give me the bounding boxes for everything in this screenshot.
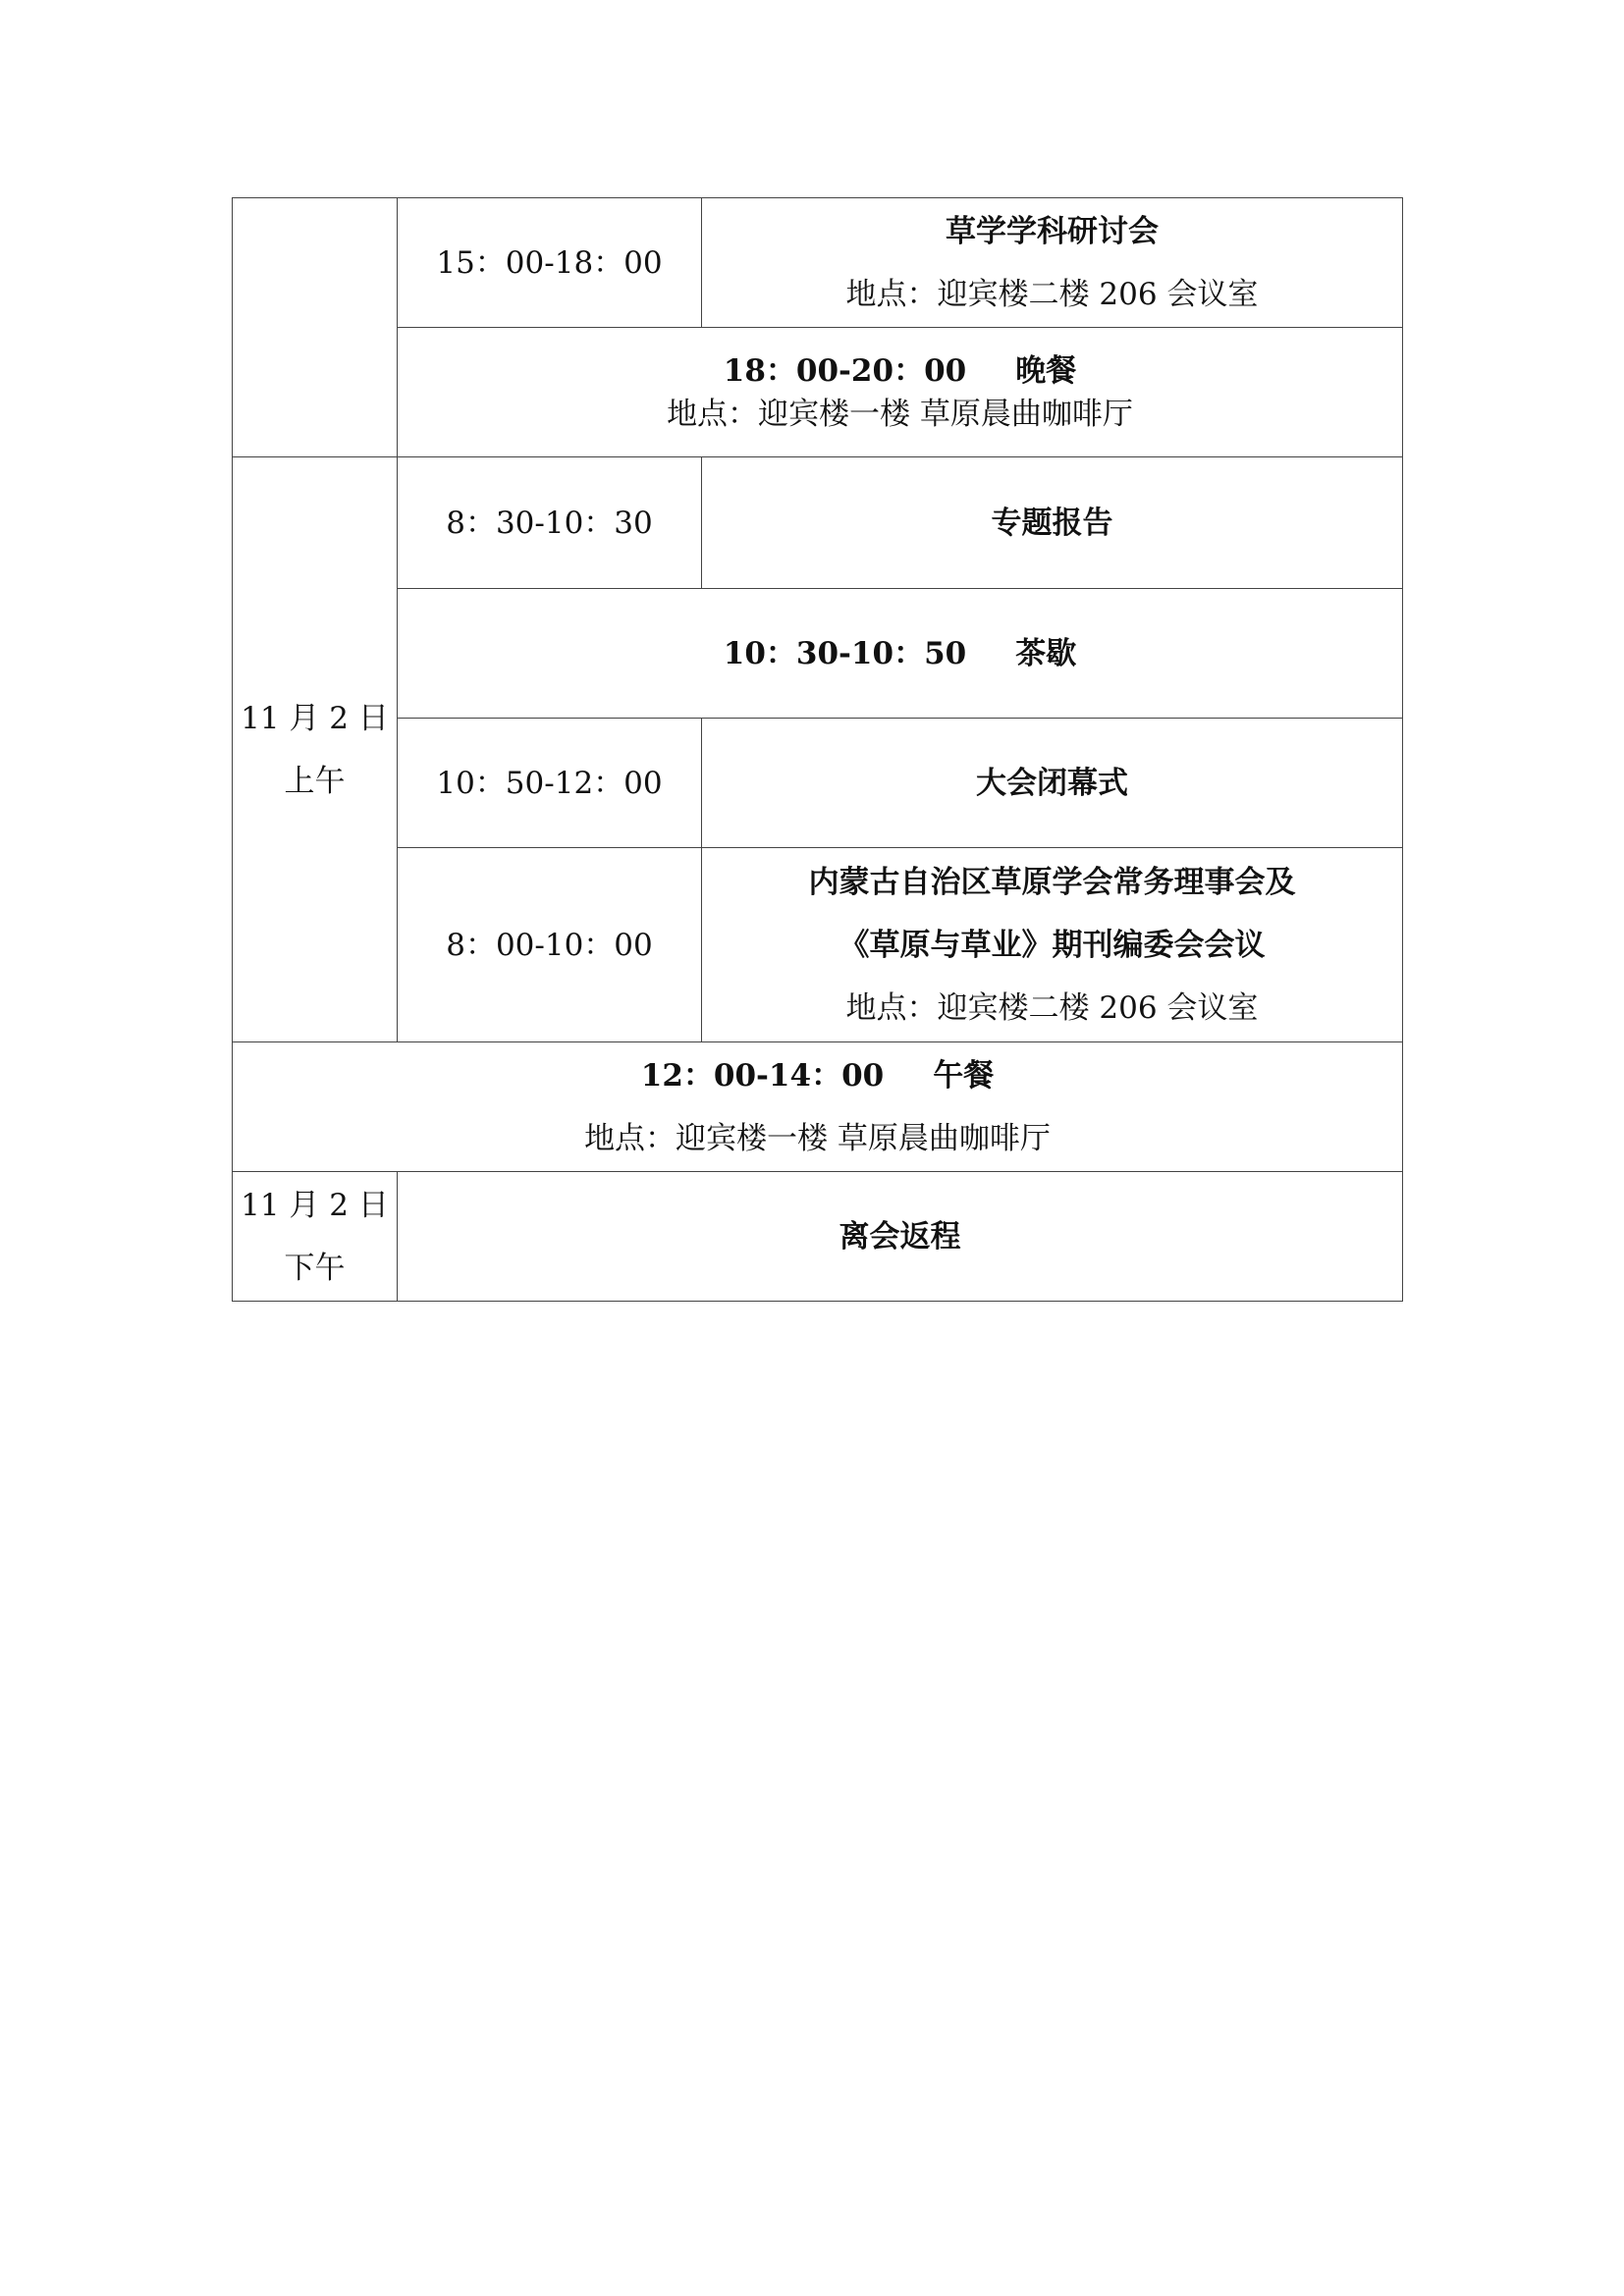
date-cell-empty xyxy=(233,198,398,457)
event-cell xyxy=(233,1042,1403,1172)
table-row xyxy=(233,848,1403,1042)
event-title: 专题报告 xyxy=(702,457,1403,589)
table-row xyxy=(233,457,1403,589)
event-cell xyxy=(702,198,1403,328)
date-label: 11 月 2 日 xyxy=(241,700,389,736)
date-cell xyxy=(233,457,398,1042)
table-row xyxy=(233,719,1403,848)
event-title: 茶歇 xyxy=(1015,635,1077,671)
table-row xyxy=(233,589,1403,719)
event-cell xyxy=(398,328,1403,457)
event-location: 地点：迎宾楼一楼 草原晨曲咖啡厅 xyxy=(667,396,1133,432)
event-cell xyxy=(398,589,1403,719)
event-title: 晚餐 xyxy=(1015,352,1077,389)
date-label: 11 月 2 日 xyxy=(241,1187,389,1223)
time-cell: 10：50-12：00 xyxy=(398,719,702,848)
time-cell: 15：00-18：00 xyxy=(398,198,702,328)
event-title: 离会返程 xyxy=(398,1172,1403,1302)
table-row xyxy=(233,198,1403,328)
event-heading xyxy=(233,1044,1402,1107)
event-title: 草学学科研讨会 xyxy=(946,213,1159,249)
event-location: 地点：迎宾楼二楼 206 会议室 xyxy=(845,276,1259,312)
period-label: 下午 xyxy=(284,1250,346,1286)
event-time: 12：00-14：00 xyxy=(640,1057,885,1094)
event-location: 地点：迎宾楼二楼 206 会议室 xyxy=(845,989,1259,1026)
table-row xyxy=(233,328,1403,457)
time-cell: 8：30-10：30 xyxy=(398,457,702,589)
table-row xyxy=(233,1172,1403,1302)
event-time: 18：00-20：00 xyxy=(723,352,967,389)
time-cell: 8：00-10：00 xyxy=(398,848,702,1042)
date-cell xyxy=(233,1172,398,1302)
event-title-line2: 《草原与草业》期刊编委会会议 xyxy=(839,927,1266,963)
event-title: 大会闭幕式 xyxy=(702,719,1403,848)
schedule-table xyxy=(232,197,1403,1302)
event-location: 地点：迎宾楼一楼 草原晨曲咖啡厅 xyxy=(584,1120,1051,1156)
table-row xyxy=(233,1042,1403,1172)
event-heading xyxy=(398,349,1402,393)
event-title-line1: 内蒙古自治区草原学会常务理事会及 xyxy=(808,864,1296,900)
event-cell xyxy=(702,848,1403,1042)
event-title: 午餐 xyxy=(933,1057,995,1094)
period-label: 上午 xyxy=(284,763,346,799)
event-time: 10：30-10：50 xyxy=(723,635,967,671)
